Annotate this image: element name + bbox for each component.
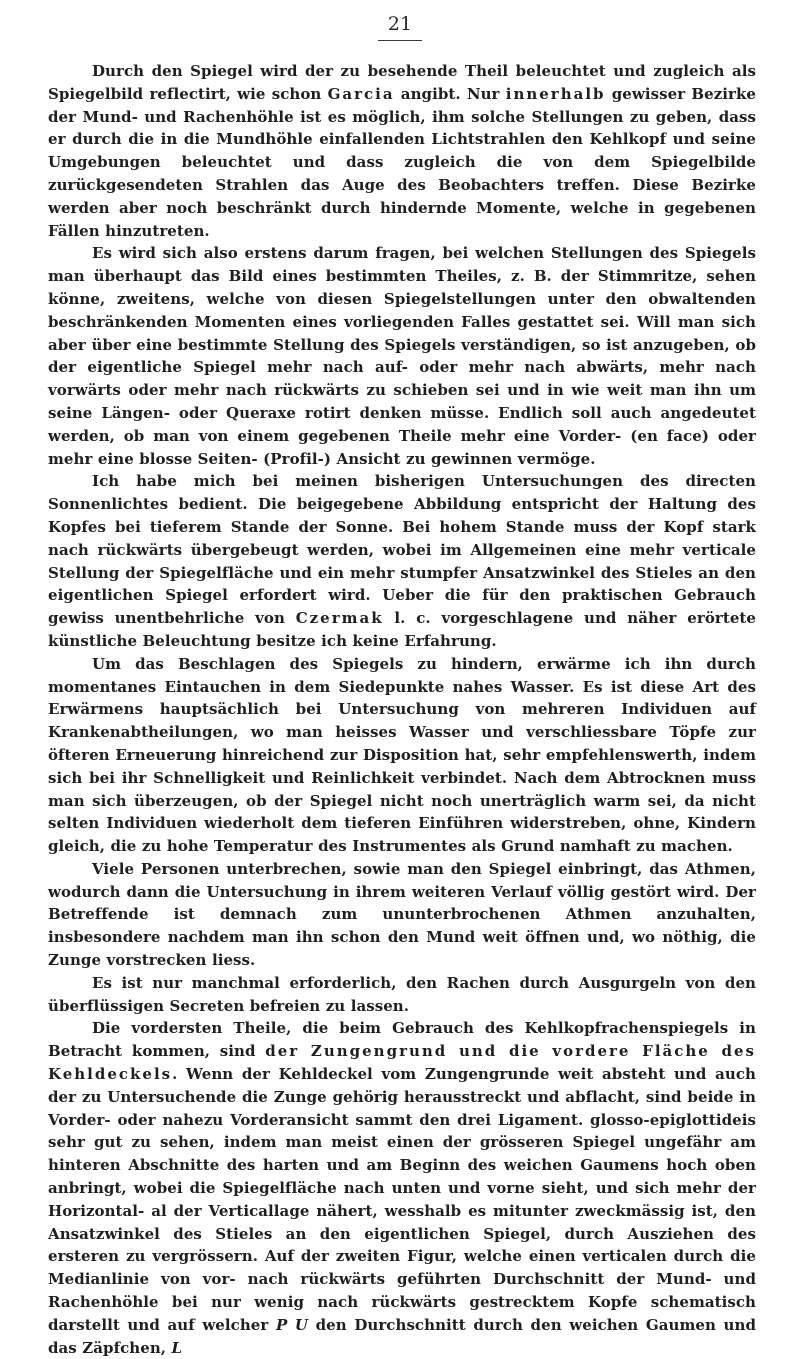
text-run: Es ist nur manchmal erforderlich, den Rachen durch Ausgurgeln von den überflüssigen Secreten befreien zu lassen. [48, 973, 756, 1015]
page-number-rule [378, 40, 422, 41]
paragraph [48, 470, 756, 652]
page-number: 21 [387, 13, 413, 35]
text-run: . Wenn der Kehldeckel vom Zungengrunde weit absteht und auch der zu Untersuchende die Zunge gehörig herausstreckt und abflacht, sind beide in Vorder- oder nahezu Vorderansicht sammt den drei Ligament. glosso-epiglottideis sehr gut zu sehen, indem man meist einen der grösseren Spiegel ungefähr am hinteren Abschnitte des harten und am Beginn des weichen Gaumens hoch oben anbringt, wobei die Spiegelfläche nach unten und vorne sieht, und sich mehr der Horizontal- al der Verticallage nähert, wesshalb es mitunter zweckmässig ist, den Ansatzwinkel des Stieles an den eigentlichen Spiegel, durch Ausziehen des ersteren zu vergrössern. Auf der zweiten Figur, welche einen verticalen durch die Medianlinie von vor- nach rückwärts geführten Durchschnitt der Mund- und Rachenhöhle bei nur wenig nach rückwärts gestrecktem Kopfe schematisch darstellt und auf welcher [48, 1065, 756, 1334]
paragraph [48, 242, 756, 470]
spaced-text: der Zungengrund und die vordere Fläche des Kehldeckels [48, 1042, 756, 1084]
text-run: den Durchschnitt durch den weichen Gaumen und das Zäpfchen, [48, 1315, 756, 1357]
text-run: Ich habe mich bei meinen bisherigen Untersuchungen des directen Sonnenlichtes bedient. Die beigegebene Abbildung entspricht der Haltung des Kopfes bei tieferem Stande der Sonne. Bei hohem Stande muss der Kopf stark nach rückwärts übergebeugt werden, wobei im Allgemeinen eine mehr verticale Stellung der Spiegelfläche und ein mehr stumpfer Ansatzwinkel des Stieles an den eigentlichen Spiegel erfordert wird. Ueber die für den praktischen Gebrauch gewiss unentbehrliche von [48, 472, 756, 628]
paragraph [48, 858, 756, 972]
text-run: Durch den Spiegel wird der zu besehende Theil beleuchtet und zugleich als Spiegelbild reflectirt, wie schon [48, 62, 756, 103]
paragraph [48, 653, 756, 858]
spaced-text: innerhalb [505, 84, 606, 103]
spaced-text: Garcia [327, 84, 395, 103]
body-text [48, 60, 756, 1359]
italic-text: L [171, 1338, 183, 1357]
spaced-text: Czermak [295, 609, 384, 628]
text-run: angibt. Nur [394, 84, 506, 103]
text-run: l. c. vorgeschlagene und näher erörtete künstliche Beleuchtung besitze ich keine Erfahrung. [48, 609, 756, 650]
paragraph [48, 972, 756, 1018]
text-run: Um das Beschlagen des Spiegels zu hindern, erwärme ich ihn durch momentanes Eintauchen in dem Siedepunkte nahes Wasser. Es ist diese Art des Erwärmens hauptsächlich bei Untersuchung von mehreren Individuen auf Krankenabtheilungen, wo man heisses Wasser und verschliessbare Töpfe zur öfteren Erneuerung hinreichend zur Disposition hat, sehr empfehlenswerth, indem sich bei ihr Schnelligkeit und Reinlichkeit verbindet. Nach dem Abtrocknen muss man sich überzeugen, ob der Spiegel nicht noch unerträglich warm sei, da nicht selten Individuen wiederholt dem tieferen Einführen widerstreben, ohne, Kindern gleich, die zu hohe Temperatur des Instrumentes als Grund namhaft zu machen. [48, 654, 756, 856]
text-run: gewisser Bezirke der Mund- und Rachenhöhle ist es möglich, ihm solche Stellungen zu geben, dass er durch die in die Mundhöhle einfallenden Lichtstrahlen den Kehlkopf und seine Umgebungen beleuchtet und dass zugleich die von dem Spiegelbilde zurückgesendeten Strahlen das Auge des Beobachters treffen. Diese Bezirke werden aber noch beschränkt durch hindernde Momente, welche in gegebenen Fällen hinzutreten. [48, 84, 756, 240]
italic-text: P U [275, 1315, 309, 1334]
paragraph [48, 1017, 756, 1359]
text-run: Die vordersten Theile, die beim Gebrauch des Kehlkopfrachenspiegels in Betracht kommen, sind [48, 1019, 756, 1061]
paragraph [48, 60, 756, 242]
text-run: Viele Personen unterbrechen, sowie man den Spiegel einbringt, das Athmen, wodurch dann die Untersuchung in ihrem weiteren Verlauf völlig gestört wird. Der Betreffende ist demnach zum ununterbrochenen Athmen anzuhalten, insbesondere nachdem man ihn schon den Mund weit öffnen und, wo nöthig, die Zunge vorstrecken liess. [48, 859, 756, 970]
text-run: Es wird sich also erstens darum fragen, bei welchen Stellungen des Spiegels man überhaupt das Bild eines bestimmten Theiles, z. B. der Stimmritze, sehen könne, zweitens, welche von diesen Spiegelstellungen unter den obwaltenden beschränkenden Momenten eines vorliegenden Falles gestattet sei. Will man sich aber über eine bestimmte Stellung des Spiegels verständigen, so ist anzugeben, ob der eigentliche Spiegel mehr nach auf- oder mehr nach abwärts, mehr nach vorwärts oder mehr nach rückwärts zu schieben sei und in wie weit man ihn um seine Längen- oder Queraxe rotirt denken müsse. Endlich soll auch angedeutet werden, ob man von einem gegebenen Theile mehr eine Vorder- (en face) oder mehr eine blosse Seiten- (Profil-) Ansicht zu gewinnen vermöge. [48, 244, 756, 468]
